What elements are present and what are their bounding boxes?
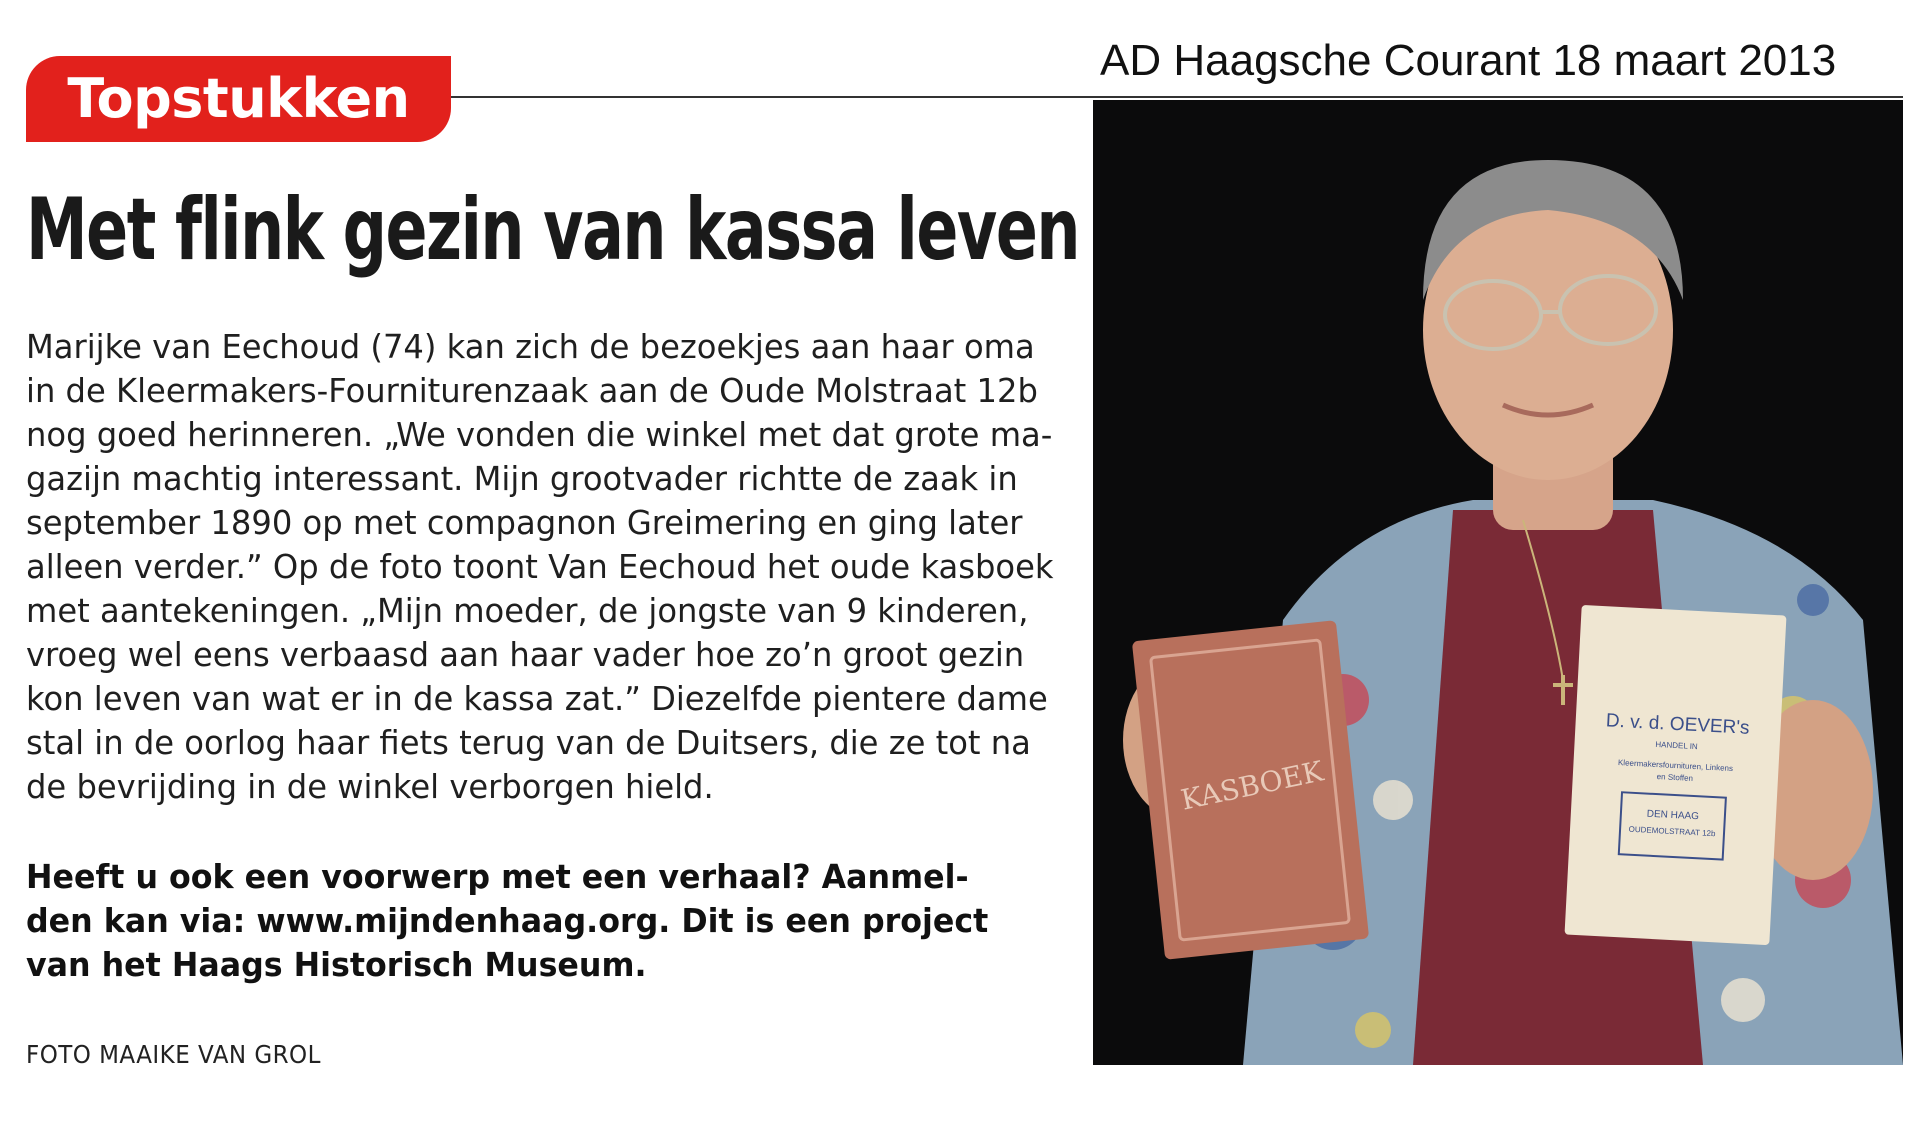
envelope-name: D. v. d. OEVER's xyxy=(1605,710,1750,739)
body-line: alleen verder.” Op de foto toont Van Eechoud het oude kasboek xyxy=(26,547,1054,586)
envelope-line1: Kleermakersfournituren, Linkens xyxy=(1617,758,1734,774)
section-kicker: Topstukken xyxy=(26,56,451,142)
body-line: nog goed herinneren. „We vonden die winkel met dat grote ma- xyxy=(26,415,1053,454)
cta-line: Heeft u ook een voorwerp met een verhaal? Aanmel- xyxy=(26,857,969,896)
body-line: Marijke van Eechoud (74) kan zich de bezoekjes aan haar oma xyxy=(26,327,1035,366)
envelope-line2: en Stoffen xyxy=(1656,772,1694,783)
newspaper-source: AD Haagsche Courant 18 maart 2013 xyxy=(1100,36,1837,85)
envelope-sub: HANDEL IN xyxy=(1655,739,1698,752)
body-line: kon leven van wat er in de kassa zat.” Diezelfde pientere dame xyxy=(26,679,1048,718)
body-line: stal in de oorlog haar fiets terug van de Duitsers, die ze tot na xyxy=(26,723,1031,762)
shop-envelope xyxy=(1565,605,1787,945)
book-title: KASBOEK xyxy=(1177,754,1327,817)
cta-line: den kan via: www.mijndenhaag.org. Dit is een project xyxy=(26,901,989,940)
photo-credit: FOTO MAAIKE VAN GROL xyxy=(26,1040,321,1069)
body-line: in de Kleermakers-Fourniturenzaak aan de Oude Molstraat 12b xyxy=(26,371,1038,410)
body-line: vroeg wel eens verbaasd aan haar vader hoe zo’n groot gezin xyxy=(26,635,1025,674)
portrait-illustration xyxy=(1093,100,1903,1065)
article-body xyxy=(26,325,1060,809)
kasboek-book xyxy=(1132,620,1369,960)
stamp-line1: DEN HAAG xyxy=(1646,808,1700,823)
header-rule xyxy=(440,96,1903,98)
body-line: september 1890 op met compagnon Greimering en ging later xyxy=(26,503,1023,542)
article-photo xyxy=(1093,100,1903,1065)
body-line: gazijn machtig interessant. Mijn grootvader richtte de zaak in xyxy=(26,459,1018,498)
cta-line: van het Haags Historisch Museum. xyxy=(26,945,647,984)
call-to-action xyxy=(26,855,1044,987)
stamp-line2: OUDEMOLSTRAAT 12b xyxy=(1628,824,1716,839)
body-line: met aantekeningen. „Mijn moeder, de jongste van 9 kinderen, xyxy=(26,591,1029,630)
body-line: de bevrijding in de winkel verborgen hield. xyxy=(26,767,714,806)
headline: Met flink gezin van kassa leven xyxy=(26,180,1080,280)
